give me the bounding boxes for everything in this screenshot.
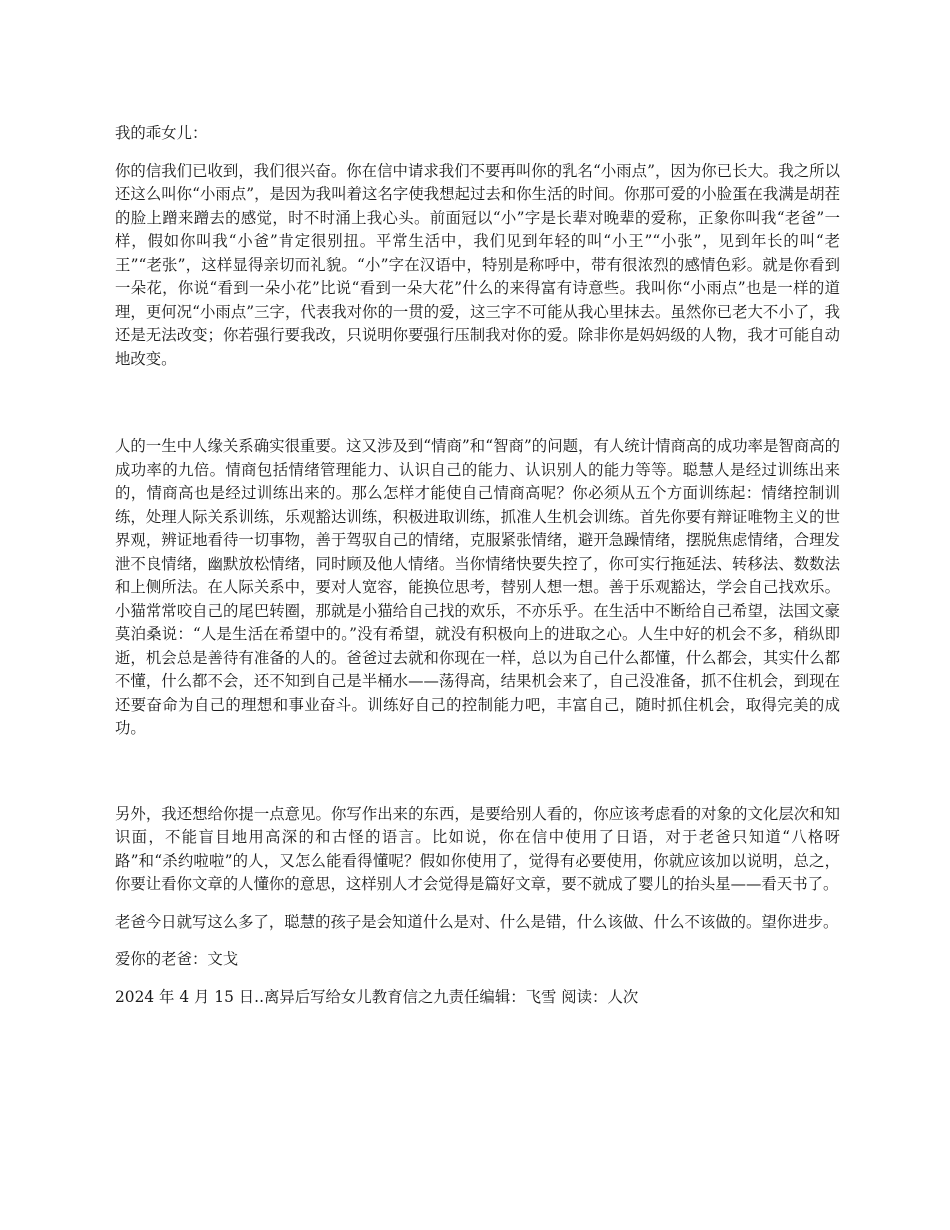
paragraph-spacer: [115, 385, 840, 435]
letter-paragraph-4: 老爸今日就写这么多了，聪慧的孩子是会知道什么是对、什么是错，什么该做、什么不该做的。望你进步。: [115, 912, 839, 931]
letter-page: [115, 122, 840, 1023]
paragraph-spacer: [115, 755, 840, 803]
letter-footer: 2024 年 4 月 15 日..离异后写给女儿教育信之九责任编辑：飞雪 阅读：人次: [115, 987, 639, 1006]
letter-paragraph-1: 你的信我们已收到，我们很兴奋。你在信中请求我们不要再叫你的乳名“小雨点”，因为你已长大。我之所以还这么叫你“小雨点”，是因为我叫着这名字使我想起过去和你生活的时间。你那可爱的小脸蛋在我满是胡茬的脸上蹭来蹭去的感觉，时不时涌上我心头。前面冠以“小”字是长辈对晚辈的爱称，正象你叫我“老爸”一样，假如你叫我“小爸”肯定很别扭。平常生活中，我们见到年轻的叫“小王”“小张”，见到年长的叫“老王”“老张”，这样显得亲切而礼貌。“小”字在汉语中，特别是称呼中，带有很浓烈的感情色彩。就是你看到一朵花，你说“看到一朵小花”比说“看到一朵大花”什么的来得富有诗意些。我叫你“小雨点”也是一样的道理，更何况“小雨点”三字，代表我对你的一贯的爱，这三字不可能从我心里抹去。虽然你已老大不小了，我还是无法改变；你若强行要我改，只说明你要强行压制我对你的爱。除非你是妈妈级的人物，我才可能自动地改变。: [115, 161, 840, 368]
letter-paragraph-2: 人的一生中人缘关系确实很重要。这又涉及到“情商”和“智商”的问题，有人统计情商高的成功率是智商高的成功率的九倍。情商包括情绪管理能力、认识自己的能力、认识别人的能力等等。聪慧人是经过训练出来的，情商高也是经过训练出来的。那么怎样才能使自己情商高呢？你必须从五个方面训练起：情绪控制训练，处理人际关系训练，乐观豁达训练，积极进取训练，抓准人生机会训练。首先你要有辩证唯物主义的世界观，辨证地看待一切事物，善于驾驭自己的情绪，克服紧张情绪，避开急躁情绪，摆脱焦虑情绪，合理发泄不良情绪，幽默放松情绪，同时顾及他人情绪。当你情绪快要失控了，你可实行拖延法、转移法、数数法和上侧所法。在人际关系中，要对人宽容，能换位思考，替别人想一想。善于乐观豁达，学会自己找欢乐。小猫常常咬自己的尾巴转圈，那就是小猫给自己找的欢乐，不亦乐乎。在生活中不断给自己希望，法国文豪莫泊桑说：“人是生活在希望中的。”没有希望，就没有积极向上的进取之心。人生中好的机会不多，稍纵即逝，机会总是善待有准备的人的。爸爸过去就和你现在一样，总以为自己什么都懂，什么都会，其实什么都不懂，什么都不会，还不知到自己是半桶水——荡得高，结果机会来了，自己没准备，抓不住机会，到现在还要奋命为自己的理想和事业奋斗。训练好自己的控制能力吧，丰富自己，随时抓住机会，取得完美的成功。: [115, 437, 840, 737]
letter-signature: 爱你的老爸：文戈: [115, 950, 239, 968]
letter-paragraph-3: 另外，我还想给你提一点意见。你写作出来的东西，是要给别人看的，你应该考虑看的对象的文化层次和知识面，不能盲目地用高深的和古怪的语言。比如说，你在信中使用了日语，对于老爸只知道“八格呀路”和“杀约啦啦”的人，又怎么能看得懂呢？假如你使用了，觉得有必要使用，你就应该加以说明，总之，你要让看你文章的人懂你的意思，这样别人才会觉得是篇好文章，要不就成了婴儿的抬头星——看天书了。: [115, 804, 840, 893]
letter-salutation: 我的乖女儿：: [115, 124, 208, 142]
